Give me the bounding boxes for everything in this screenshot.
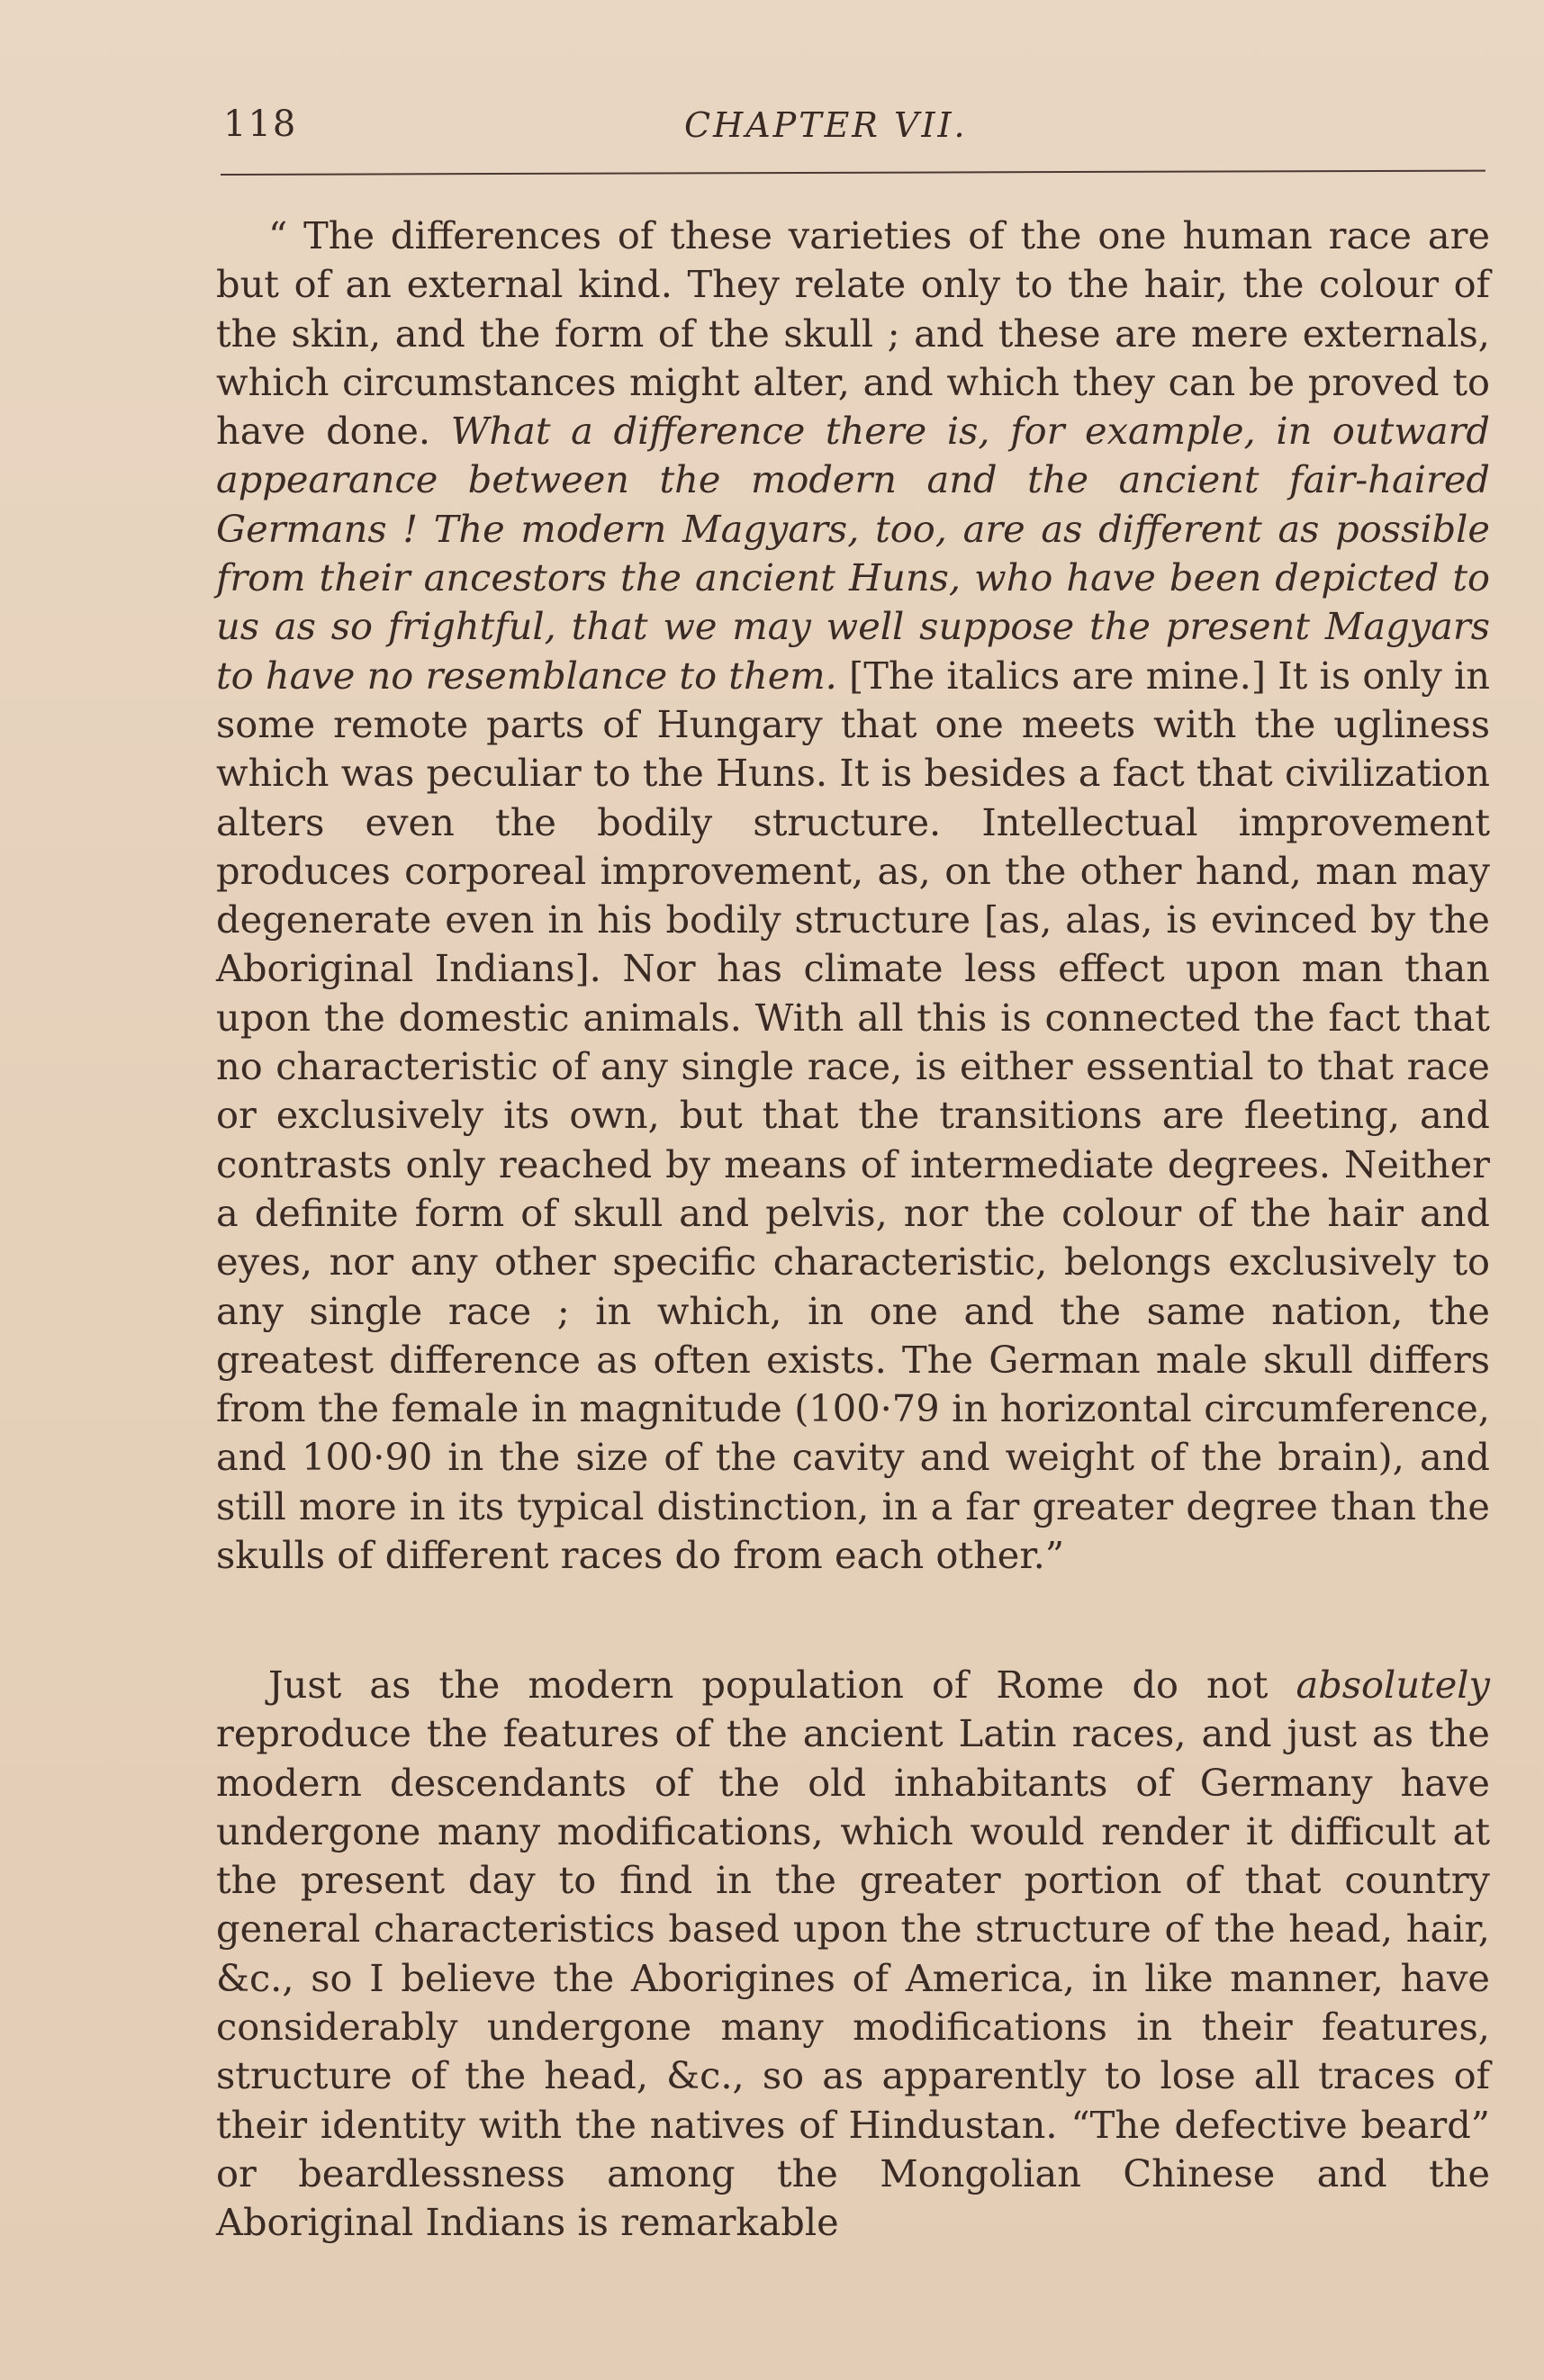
body-passage	[216, 1661, 1490, 2248]
quote-text-1: “ The differences of these varieties of the one human race are but of an external kind. They relate only to the hair, the colour of the skin, and the form of the skull ; and these are mere externals, which circumstances might alter, and which they can be proved to have done.	[216, 213, 1490, 454]
quote-text-2: [The italics are mine.] It is only in some remote parts of Hungary that one meets with the ugliness which was peculiar to the Huns. It is besides a fact that civilization alters even the bodily structure. Intellectual improvement produces corporeal improvement, as, on the other hand, man may degenerate even in his bodily structure [as, alas, is evinced by the Aboriginal Indians]. Nor has climate less effect upon man than upon the domestic animals. With all this is connected the fact that no characteristic of any single race, is either essential to that race or exclusively its own, but that the transitions are fleeting, and contrasts only reached by means of intermediate degrees. Neither a definite form of skull and pelvis, nor the colour of the hair and eyes, nor any other specific characteristic, belongs exclusively to any single race ; in which, in one and the same nation, the greatest difference as often exists. The German male skull differs from the female in magnitude (100·79 in horizontal circumference, and 100·90 in the size of the cavity and weight of the brain), and still more in its typical distinction, in a far greater degree than the skulls of different races do from each other.”	[216, 653, 1490, 1578]
body-text-1: Just as the modern population of Rome do not	[268, 1663, 1296, 1707]
header-rule	[221, 170, 1485, 176]
quote-paragraph	[216, 212, 1490, 1580]
quote-italic-text: What a difference there is, for example, in outward appearance between the modern and the ancient fair-haired Germans ! The modern Magyars, too, are as different as possible from their ancestors the ancient Huns, who have been depicted to us as so frightful, that we may well suppose the present Magyars to have no resemblance to them.	[216, 409, 1490, 698]
running-head	[216, 104, 1481, 158]
chapter-title: CHAPTER VII.	[684, 105, 968, 145]
body-paragraph	[216, 1661, 1490, 2248]
quoted-passage	[216, 212, 1490, 1580]
body-text-2: reproduce the features of the ancient Latin races, and just as the modern descendants of the old inhabitants of Germany have undergone many modifications, which would render it difficult at the present day to find in the greater portion of that country general characteristics based upon the structure of the head, hair, &c., so I believe the Aborigines of America, in like manner, have considerably undergone many modifications in their features, structure of the head, &c., so as apparently to lose all traces of their identity with the natives of Hindustan. “The defective beard” or beardlessness among the Mongolian Chinese and the Aboriginal Indians is remarkable	[216, 1711, 1490, 2245]
body-italic-word: absolutely	[1296, 1663, 1490, 1707]
page-number: 118	[223, 104, 298, 145]
